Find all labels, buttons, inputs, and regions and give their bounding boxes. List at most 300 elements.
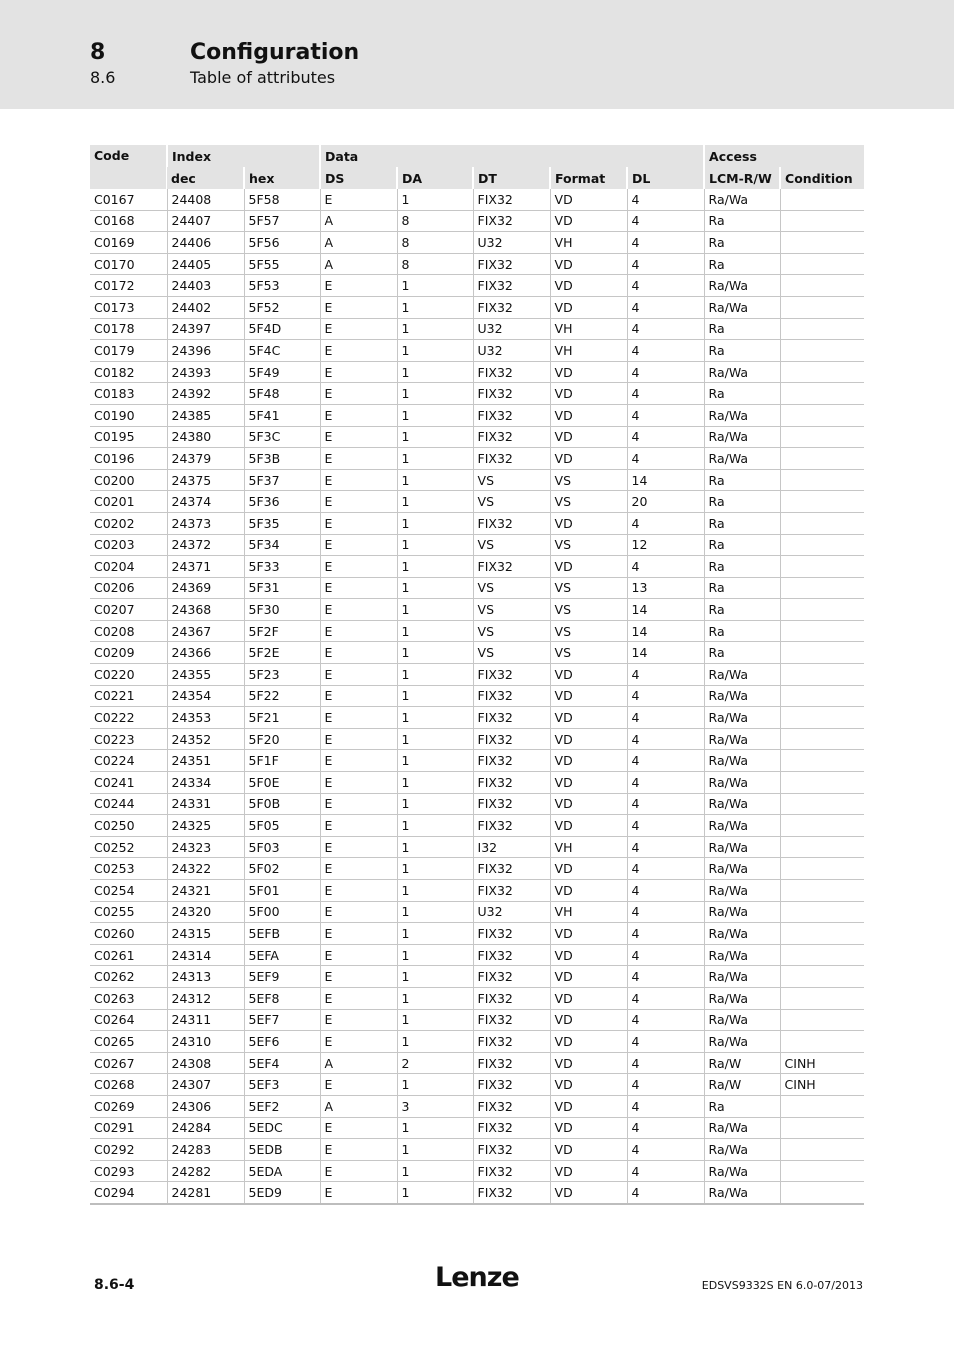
cell-da: 1 — [397, 987, 473, 1009]
cell-lcm-rw: Ra — [704, 253, 780, 275]
cell-hex: 5F02 — [244, 858, 320, 880]
cell-da: 1 — [397, 340, 473, 362]
cell-lcm-rw: Ra/W — [704, 1074, 780, 1096]
cell-code: C0220 — [90, 664, 167, 686]
cell-lcm-rw: Ra — [704, 340, 780, 362]
cell-condition — [780, 987, 864, 1009]
cell-code: C0172 — [90, 275, 167, 297]
cell-format: VD — [550, 1182, 627, 1204]
cell-dec: 24373 — [167, 512, 244, 534]
header-da: DA — [397, 167, 473, 189]
cell-ds: E — [320, 901, 397, 923]
table-row — [90, 1052, 864, 1074]
cell-condition — [780, 664, 864, 686]
cell-code: C0206 — [90, 577, 167, 599]
table-row — [90, 340, 864, 362]
chapter-number: 8 — [90, 40, 106, 65]
cell-dec: 24406 — [167, 232, 244, 254]
cell-dl: 4 — [627, 966, 704, 988]
cell-ds: E — [320, 815, 397, 837]
cell-ds: E — [320, 685, 397, 707]
cell-dt: FIX32 — [473, 944, 550, 966]
cell-da: 1 — [397, 944, 473, 966]
cell-da: 1 — [397, 577, 473, 599]
cell-lcm-rw: Ra/Wa — [704, 923, 780, 945]
cell-ds: E — [320, 880, 397, 902]
cell-dec: 24353 — [167, 707, 244, 729]
cell-format: VD — [550, 707, 627, 729]
cell-condition — [780, 383, 864, 405]
cell-code: C0221 — [90, 685, 167, 707]
cell-lcm-rw: Ra/Wa — [704, 189, 780, 210]
cell-dl: 13 — [627, 577, 704, 599]
cell-dec: 24352 — [167, 728, 244, 750]
cell-format: VS — [550, 620, 627, 642]
cell-code: C0254 — [90, 880, 167, 902]
cell-format: VD — [550, 404, 627, 426]
cell-da: 1 — [397, 599, 473, 621]
cell-format: VD — [550, 1052, 627, 1074]
cell-hex: 5F3B — [244, 448, 320, 470]
cell-da: 8 — [397, 232, 473, 254]
cell-ds: E — [320, 944, 397, 966]
header-code: Code — [90, 145, 167, 189]
cell-condition — [780, 1009, 864, 1031]
cell-lcm-rw: Ra/Wa — [704, 296, 780, 318]
cell-dt: FIX32 — [473, 1160, 550, 1182]
table-row — [90, 404, 864, 426]
cell-code: C0244 — [90, 793, 167, 815]
table-row — [90, 772, 864, 794]
cell-dl: 4 — [627, 232, 704, 254]
cell-format: VD — [550, 296, 627, 318]
cell-code: C0168 — [90, 210, 167, 232]
cell-da: 1 — [397, 728, 473, 750]
cell-format: VD — [550, 685, 627, 707]
cell-lcm-rw: Ra — [704, 512, 780, 534]
cell-dt: FIX32 — [473, 707, 550, 729]
cell-format: VD — [550, 750, 627, 772]
header-dec: dec — [167, 167, 244, 189]
cell-dt: FIX32 — [473, 448, 550, 470]
cell-hex: 5EF2 — [244, 1095, 320, 1117]
cell-da: 1 — [397, 404, 473, 426]
cell-condition — [780, 858, 864, 880]
cell-ds: E — [320, 448, 397, 470]
cell-format: VS — [550, 599, 627, 621]
table-row — [90, 858, 864, 880]
cell-dl: 4 — [627, 512, 704, 534]
table-row — [90, 793, 864, 815]
cell-format: VD — [550, 664, 627, 686]
cell-da: 1 — [397, 1031, 473, 1053]
cell-lcm-rw: Ra — [704, 534, 780, 556]
cell-hex: 5F35 — [244, 512, 320, 534]
cell-condition — [780, 1117, 864, 1139]
cell-dec: 24315 — [167, 923, 244, 945]
cell-format: VD — [550, 793, 627, 815]
cell-lcm-rw: Ra — [704, 620, 780, 642]
cell-format: VD — [550, 275, 627, 297]
cell-dl: 4 — [627, 556, 704, 578]
cell-dt: FIX32 — [473, 253, 550, 275]
cell-code: C0173 — [90, 296, 167, 318]
cell-format: VD — [550, 944, 627, 966]
cell-lcm-rw: Ra/Wa — [704, 858, 780, 880]
table-row — [90, 987, 864, 1009]
cell-da: 8 — [397, 253, 473, 275]
table-row — [90, 296, 864, 318]
cell-format: VD — [550, 728, 627, 750]
cell-dt: FIX32 — [473, 383, 550, 405]
cell-dl: 4 — [627, 1117, 704, 1139]
cell-dl: 4 — [627, 275, 704, 297]
cell-dt: FIX32 — [473, 815, 550, 837]
cell-ds: E — [320, 987, 397, 1009]
section-number: 8.6 — [90, 68, 116, 87]
cell-lcm-rw: Ra/Wa — [704, 772, 780, 794]
cell-dec: 24403 — [167, 275, 244, 297]
cell-code: C0261 — [90, 944, 167, 966]
cell-dec: 24334 — [167, 772, 244, 794]
cell-ds: E — [320, 1160, 397, 1182]
header-dl: DL — [627, 167, 704, 189]
cell-code: C0264 — [90, 1009, 167, 1031]
cell-condition — [780, 750, 864, 772]
cell-code: C0195 — [90, 426, 167, 448]
cell-dec: 24313 — [167, 966, 244, 988]
cell-hex: 5F34 — [244, 534, 320, 556]
cell-ds: E — [320, 512, 397, 534]
cell-hex: 5F20 — [244, 728, 320, 750]
cell-dl: 4 — [627, 923, 704, 945]
cell-ds: A — [320, 232, 397, 254]
cell-da: 1 — [397, 880, 473, 902]
cell-ds: E — [320, 1182, 397, 1204]
cell-code: C0262 — [90, 966, 167, 988]
cell-ds: E — [320, 707, 397, 729]
cell-dec: 24392 — [167, 383, 244, 405]
cell-hex: 5F4C — [244, 340, 320, 362]
cell-dt: VS — [473, 599, 550, 621]
cell-lcm-rw: Ra — [704, 642, 780, 664]
cell-condition — [780, 966, 864, 988]
table-row — [90, 318, 864, 340]
cell-ds: E — [320, 793, 397, 815]
cell-da: 1 — [397, 707, 473, 729]
cell-dt: FIX32 — [473, 404, 550, 426]
cell-dec: 24402 — [167, 296, 244, 318]
cell-dt: FIX32 — [473, 296, 550, 318]
cell-lcm-rw: Ra/Wa — [704, 361, 780, 383]
cell-da: 1 — [397, 685, 473, 707]
cell-da: 1 — [397, 750, 473, 772]
cell-da: 3 — [397, 1095, 473, 1117]
cell-ds: E — [320, 923, 397, 945]
cell-hex: 5F52 — [244, 296, 320, 318]
cell-da: 1 — [397, 793, 473, 815]
header-index: Index — [167, 145, 320, 167]
cell-dec: 24284 — [167, 1117, 244, 1139]
cell-code: C0167 — [90, 189, 167, 210]
cell-dec: 24372 — [167, 534, 244, 556]
cell-hex: 5F00 — [244, 901, 320, 923]
cell-lcm-rw: Ra/Wa — [704, 728, 780, 750]
cell-hex: 5EF6 — [244, 1031, 320, 1053]
cell-dl: 4 — [627, 448, 704, 470]
table-row — [90, 426, 864, 448]
cell-dt: VS — [473, 469, 550, 491]
cell-da: 1 — [397, 923, 473, 945]
table-row — [90, 189, 864, 210]
cell-dec: 24283 — [167, 1139, 244, 1161]
cell-lcm-rw: Ra/W — [704, 1052, 780, 1074]
cell-dt: VS — [473, 577, 550, 599]
cell-dt: FIX32 — [473, 1095, 550, 1117]
cell-format: VD — [550, 426, 627, 448]
cell-hex: 5F48 — [244, 383, 320, 405]
cell-lcm-rw: Ra/Wa — [704, 880, 780, 902]
cell-condition — [780, 707, 864, 729]
cell-da: 1 — [397, 1074, 473, 1096]
cell-lcm-rw: Ra/Wa — [704, 901, 780, 923]
cell-format: VH — [550, 232, 627, 254]
cell-hex: 5EFB — [244, 923, 320, 945]
cell-code: C0200 — [90, 469, 167, 491]
cell-dt: FIX32 — [473, 664, 550, 686]
cell-dl: 14 — [627, 469, 704, 491]
cell-format: VS — [550, 577, 627, 599]
table-row — [90, 642, 864, 664]
cell-dl: 4 — [627, 728, 704, 750]
cell-hex: 5EF3 — [244, 1074, 320, 1096]
cell-dl: 4 — [627, 664, 704, 686]
cell-code: C0202 — [90, 512, 167, 534]
cell-dec: 24371 — [167, 556, 244, 578]
cell-dec: 24397 — [167, 318, 244, 340]
cell-condition — [780, 448, 864, 470]
cell-condition — [780, 1160, 864, 1182]
cell-hex: 5EF4 — [244, 1052, 320, 1074]
cell-lcm-rw: Ra/Wa — [704, 275, 780, 297]
cell-dt: FIX32 — [473, 750, 550, 772]
cell-dl: 14 — [627, 599, 704, 621]
cell-lcm-rw: Ra/Wa — [704, 448, 780, 470]
cell-format: VH — [550, 836, 627, 858]
table-row — [90, 750, 864, 772]
cell-dec: 24405 — [167, 253, 244, 275]
cell-dt: FIX32 — [473, 1117, 550, 1139]
cell-condition — [780, 944, 864, 966]
cell-code: C0263 — [90, 987, 167, 1009]
cell-lcm-rw: Ra/Wa — [704, 685, 780, 707]
cell-condition — [780, 901, 864, 923]
cell-condition — [780, 534, 864, 556]
cell-da: 1 — [397, 512, 473, 534]
cell-format: VD — [550, 189, 627, 210]
cell-ds: E — [320, 1139, 397, 1161]
cell-lcm-rw: Ra/Wa — [704, 426, 780, 448]
cell-ds: E — [320, 836, 397, 858]
cell-dec: 24308 — [167, 1052, 244, 1074]
cell-condition — [780, 1031, 864, 1053]
cell-da: 1 — [397, 491, 473, 513]
cell-condition — [780, 491, 864, 513]
cell-dt: FIX32 — [473, 858, 550, 880]
header-ds: DS — [320, 167, 397, 189]
cell-lcm-rw: Ra — [704, 210, 780, 232]
cell-hex: 5F23 — [244, 664, 320, 686]
cell-code: C0183 — [90, 383, 167, 405]
cell-dt: FIX32 — [473, 880, 550, 902]
cell-hex: 5F41 — [244, 404, 320, 426]
cell-dt: VS — [473, 620, 550, 642]
cell-ds: E — [320, 361, 397, 383]
cell-dt: FIX32 — [473, 1052, 550, 1074]
table-row — [90, 707, 864, 729]
cell-ds: E — [320, 858, 397, 880]
cell-format: VD — [550, 987, 627, 1009]
cell-code: C0252 — [90, 836, 167, 858]
header-access: Access — [704, 145, 864, 167]
table-row — [90, 361, 864, 383]
cell-condition — [780, 815, 864, 837]
cell-dt: I32 — [473, 836, 550, 858]
cell-condition — [780, 404, 864, 426]
table-row — [90, 512, 864, 534]
cell-condition — [780, 210, 864, 232]
cell-hex: 5EFA — [244, 944, 320, 966]
cell-lcm-rw: Ra/Wa — [704, 707, 780, 729]
cell-dec: 24354 — [167, 685, 244, 707]
cell-code: C0222 — [90, 707, 167, 729]
cell-dt: U32 — [473, 340, 550, 362]
cell-code: C0292 — [90, 1139, 167, 1161]
cell-dec: 24311 — [167, 1009, 244, 1031]
cell-ds: E — [320, 296, 397, 318]
cell-condition: CINH — [780, 1074, 864, 1096]
table-row — [90, 1182, 864, 1204]
table-row — [90, 1160, 864, 1182]
table-row — [90, 232, 864, 254]
cell-dl: 4 — [627, 1095, 704, 1117]
cell-code: C0208 — [90, 620, 167, 642]
cell-condition — [780, 426, 864, 448]
table-row — [90, 923, 864, 945]
cell-condition — [780, 361, 864, 383]
table-row — [90, 664, 864, 686]
cell-da: 1 — [397, 858, 473, 880]
cell-condition — [780, 880, 864, 902]
cell-dl: 4 — [627, 901, 704, 923]
cell-ds: E — [320, 534, 397, 556]
cell-hex: 5F2F — [244, 620, 320, 642]
cell-hex: 5EF9 — [244, 966, 320, 988]
cell-dt: FIX32 — [473, 772, 550, 794]
table-row — [90, 728, 864, 750]
cell-condition — [780, 772, 864, 794]
cell-hex: 5F0B — [244, 793, 320, 815]
cell-code: C0267 — [90, 1052, 167, 1074]
cell-dl: 4 — [627, 296, 704, 318]
cell-da: 1 — [397, 901, 473, 923]
cell-format: VD — [550, 512, 627, 534]
cell-dl: 14 — [627, 620, 704, 642]
cell-dt: FIX32 — [473, 966, 550, 988]
cell-ds: E — [320, 491, 397, 513]
table-row — [90, 944, 864, 966]
table-row — [90, 577, 864, 599]
cell-da: 1 — [397, 556, 473, 578]
cell-dt: FIX32 — [473, 987, 550, 1009]
cell-condition — [780, 275, 864, 297]
cell-format: VD — [550, 1074, 627, 1096]
cell-ds: E — [320, 1031, 397, 1053]
cell-dec: 24375 — [167, 469, 244, 491]
table-row — [90, 556, 864, 578]
cell-dl: 4 — [627, 253, 704, 275]
cell-lcm-rw: Ra — [704, 469, 780, 491]
cell-hex: 5F21 — [244, 707, 320, 729]
cell-dt: FIX32 — [473, 1139, 550, 1161]
cell-hex: 5EF8 — [244, 987, 320, 1009]
cell-ds: E — [320, 664, 397, 686]
cell-format: VD — [550, 383, 627, 405]
cell-lcm-rw: Ra — [704, 383, 780, 405]
cell-dec: 24323 — [167, 836, 244, 858]
cell-dl: 4 — [627, 426, 704, 448]
cell-dl: 4 — [627, 1052, 704, 1074]
cell-lcm-rw: Ra — [704, 1095, 780, 1117]
cell-hex: 5F31 — [244, 577, 320, 599]
cell-dl: 4 — [627, 707, 704, 729]
cell-dt: U32 — [473, 901, 550, 923]
cell-da: 1 — [397, 1009, 473, 1031]
cell-dec: 24367 — [167, 620, 244, 642]
cell-code: C0178 — [90, 318, 167, 340]
cell-condition — [780, 253, 864, 275]
cell-code: C0179 — [90, 340, 167, 362]
cell-format: VD — [550, 772, 627, 794]
lenze-logo: Lenze — [435, 1262, 519, 1293]
table-row — [90, 210, 864, 232]
cell-format: VH — [550, 340, 627, 362]
cell-lcm-rw: Ra — [704, 599, 780, 621]
cell-dt: FIX32 — [473, 556, 550, 578]
cell-dl: 4 — [627, 987, 704, 1009]
cell-ds: A — [320, 210, 397, 232]
cell-dl: 4 — [627, 793, 704, 815]
cell-dec: 24321 — [167, 880, 244, 902]
cell-da: 1 — [397, 836, 473, 858]
table-row — [90, 253, 864, 275]
cell-da: 1 — [397, 426, 473, 448]
cell-ds: E — [320, 469, 397, 491]
cell-dl: 4 — [627, 880, 704, 902]
cell-dl: 4 — [627, 1074, 704, 1096]
cell-lcm-rw: Ra/Wa — [704, 966, 780, 988]
cell-hex: 5F1F — [244, 750, 320, 772]
cell-format: VS — [550, 469, 627, 491]
cell-ds: E — [320, 426, 397, 448]
cell-lcm-rw: Ra/Wa — [704, 944, 780, 966]
cell-dl: 4 — [627, 815, 704, 837]
cell-ds: E — [320, 728, 397, 750]
cell-dt: FIX32 — [473, 728, 550, 750]
cell-dl: 4 — [627, 318, 704, 340]
cell-ds: E — [320, 404, 397, 426]
cell-ds: E — [320, 750, 397, 772]
